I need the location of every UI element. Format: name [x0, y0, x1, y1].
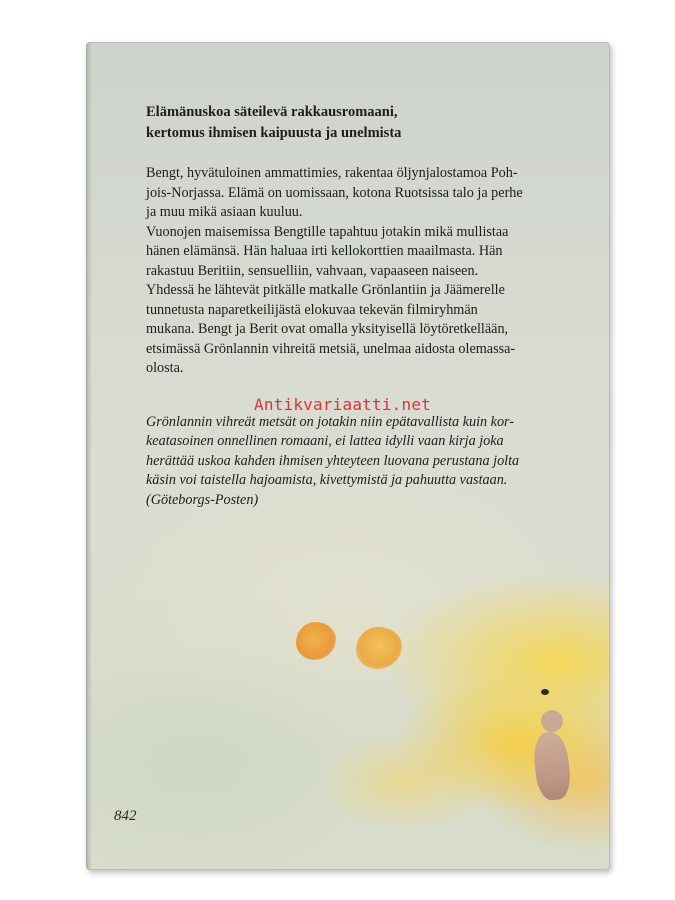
synopsis-line: jois-Norjassa. Elämä on uomissaan, kotona Ruotsissa talo ja perhe: [146, 184, 523, 201]
synopsis-line: mukana. Bengt ja Berit ovat omalla yksityisellä löytöretkellään,: [146, 321, 509, 337]
watermark-text: Antikvariaatti.net: [254, 395, 431, 414]
synopsis-line: tunnetusta naparetkeilijästä elokuvaa tekevän filmiryhmän: [146, 301, 478, 318]
illustration-orange-shape: [356, 627, 402, 669]
illustration-figure: [532, 730, 573, 801]
synopsis-line: Vuonojen maisemissa Bengtille tapahtuu jotakin mikä mullistaa: [146, 223, 509, 240]
catalog-number: 842: [114, 808, 137, 824]
review-line: Grönlannin vihreät metsät on jotakin niin epätavallista kuin kor-: [146, 413, 515, 430]
blurb-heading: [146, 102, 586, 144]
synopsis-paragraph: [146, 164, 586, 379]
heading-line: kertomus ihmisen kaipuusta ja unelmista: [146, 125, 402, 141]
cover-edge: [86, 42, 92, 870]
review-line: herättää uskoa kahden ihmisen yhteyteen luovana perustana jolta: [146, 452, 520, 469]
review-source: (Göteborgs-Posten): [146, 491, 259, 508]
book-back-cover: [86, 42, 610, 870]
blurb: [146, 102, 586, 524]
synopsis-line: hänen elämänsä. Hän haluaa irti kellokorttien maailmasta. Hän: [146, 243, 503, 259]
illustration-orange-shape: [296, 622, 336, 660]
synopsis-line: olosta.: [146, 360, 184, 376]
synopsis-line: Yhdessä he lähtevät pitkälle matkalle Grönlantiin ja Jäämerelle: [146, 282, 505, 298]
review-line: käsin voi taistella hajoamista, kivettymistä ja pahuutta vastaan.: [146, 472, 508, 488]
illustration-figure-head: [541, 710, 563, 732]
synopsis-line: Bengt, hyvätuloinen ammattimies, rakentaa öljynjalostamoa Poh-: [146, 165, 518, 181]
synopsis-line: rakastuu Beritiin, sensuelliin, vahvaan, vapaaseen naiseen.: [146, 262, 479, 279]
heading-line: Elämänuskoa säteilevä rakkausromaani,: [146, 104, 398, 120]
review-quote: [146, 413, 586, 511]
synopsis-line: ja muu mikä asiaan kuuluu.: [146, 204, 303, 220]
review-line: keatasoinen onnellinen romaani, ei lattea idylli vaan kirja joka: [146, 433, 504, 449]
synopsis-line: etsimässä Grönlannin vihreitä metsiä, unelmaa aidosta olemassa-: [146, 340, 516, 357]
illustration-bee: [541, 689, 549, 695]
